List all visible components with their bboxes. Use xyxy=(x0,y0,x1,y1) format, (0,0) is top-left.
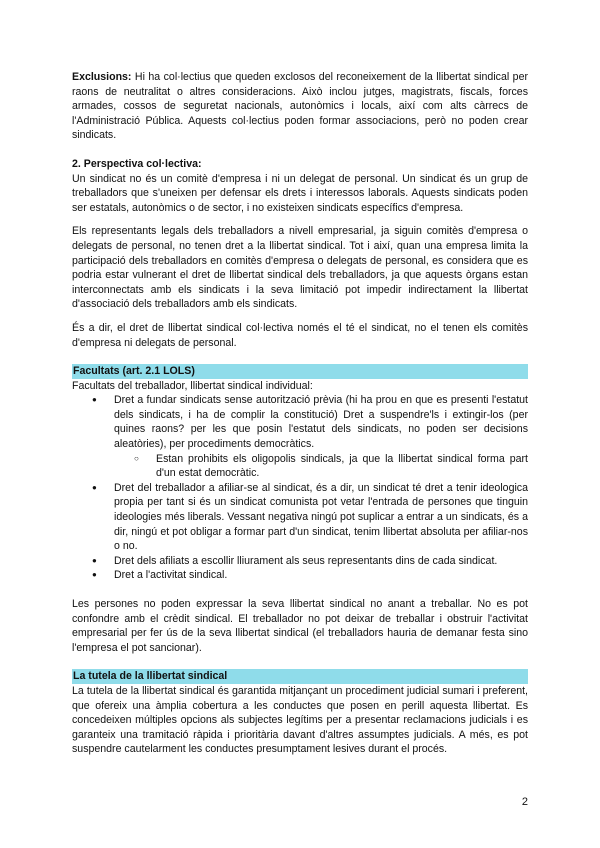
section-2-heading: 2. Perspectiva col·lectiva: xyxy=(72,157,202,170)
tutela-paragraph: La tutela de la llibertat sindical és garantida mitjançant un procediment judicial sumari i preferent, que ofereix una àmplia cobertura a les conductes que posen en perill aquesta llibertat. Es concedeixen múltiples opcions als subjectes legítims per a presentar reclamacions judicials i es garanteix una tramitació ràpida i prioritària davant d'altres assumptes judicials. A més, es pot suspendre cautelarment les conductes presumptament lesives durant el procés. xyxy=(72,684,528,756)
list-item-text: Dret a fundar sindicats sense autorització prèvia (hi ha prou en que es presenti l'estatut dels sindicats, i ha de complir la constitució) Dret a suspendre'ls i extingir-los (per quines raons? per les que posin l'estatut dels sindicats, no poden ser decisions aleatòries), per procediments democràtics. xyxy=(114,394,528,451)
facultats-intro: Facultats del treballador, llibertat sindical individual: xyxy=(72,379,313,392)
closing-paragraph: Les persones no poden expressar la seva llibertat sindical no anant a treballar. No es pot confondre amb el crèdit sindical. El treballador no pot deixar de treballar i obstruir l'activitat empresarial per fer ús de la seva llibertat sindical (el treballadors hauria de demanar festa sino l'empresa el pot sancionar). xyxy=(72,598,528,654)
section-2-paragraph-3: És a dir, el dret de llibertat sindical col·lectiva només el té el sindicat, no el tenen els comitès d'empresa ni delegats de personal. xyxy=(72,321,528,349)
exclusions-paragraph xyxy=(72,70,528,143)
list-item: ● Dret a l'activitat sindical. xyxy=(72,568,528,583)
exclusions-text: Hi ha col·lectius que queden exclosos del reconeixement de la llibertat sindical per raons de neutralitat o altres consideracions. Això inclou jutges, magistrats, fiscals, forces armades, cossos de seguretat nacionals, autonòmics i locals, així com alts càrrecs de l'Administració Pública. Aquests col·lectius poden formar associacions, però no poden crear sindicats. xyxy=(72,71,528,142)
list-item xyxy=(72,393,528,481)
page-number: 2 xyxy=(521,796,528,808)
facultats-heading: Facultats (art. 2.1 LOLS) xyxy=(72,364,528,379)
section-2-paragraph-2: Els representants legals dels treballadors a nivell empresarial, ja siguin comitès d'empresa o delegats de personal, no tenen dret a la llibertat sindical. Tot i així, quan una empresa limita la participació dels treballadors en comitès d'empresa o delegats de personal, es considera que es podria estar vulnerant el dret de llibertat sindical dels treballadors, ja que aquests òrgans estan interconnectats amb els sindicats i la seva limitació pot impedir indirectament la llibertat d'associació dels treballadors amb els sindicats. xyxy=(72,225,528,311)
section-2-paragraph-1: Un sindicat no és un comitè d'empresa i ni un delegat de personal. Un sindicat és un grup de treballadors que s'uneixen per defensar els drets i interessos laborals. Aquests sindicats poden ser estatals, autonòmics o de sector, i no existeixen sindicats específics d'empresa. xyxy=(72,172,528,214)
list-item: ● Dret dels afiliats a escollir lliurament als seus representants dins de cada sindicat. xyxy=(72,554,528,569)
facultats-sublist xyxy=(114,452,528,481)
facultats-list xyxy=(72,393,528,583)
tutela-heading: La tutela de la llibertat sindical xyxy=(72,669,528,684)
list-item: ● Dret del treballador a afiliar-se al sindicat, és a dir, un sindicat té dret a tenir ideologica propia per tant si és un sindicat comunista pot vetar l'entrada de persones que tinguin ideologies més liberals. Vessant negativa ningú pot suplicar a entrar a un sindicats, és a dir, ningú et pot obligar a formar part d'un sindicat, tenim llibertat absoluta per afiliar-nos o no. xyxy=(72,481,528,554)
exclusions-label: Exclusions: xyxy=(72,71,132,83)
document-body xyxy=(72,70,528,757)
sub-list-item: ○ Estan prohibits els oligopolis sindicals, ja que la llibertat sindical forma part d'un estat democràtic. xyxy=(114,452,528,481)
